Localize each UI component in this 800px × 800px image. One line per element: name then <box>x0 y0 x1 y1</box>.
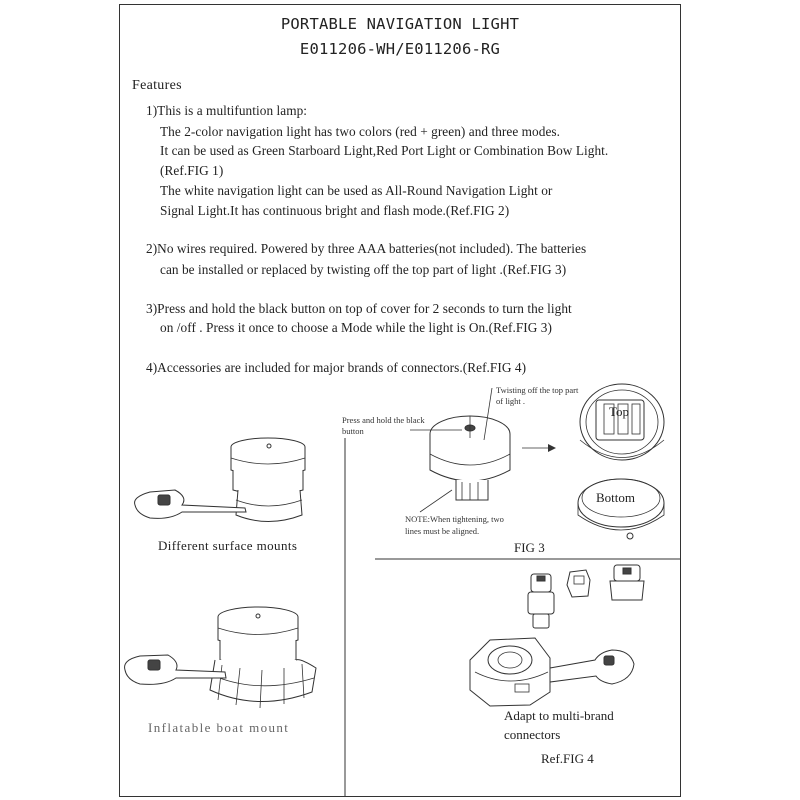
fig3-twist-annotation-2: of light . <box>496 396 526 406</box>
fig4-base-drawing <box>470 638 634 706</box>
fig3-press-annotation-2: button <box>342 426 364 436</box>
feature-2-line-2: can be installed or replaced by twisting off the top part of light .(Ref.FIG 3) <box>160 262 567 277</box>
document-title: PORTABLE NAVIGATION LIGHT <box>280 15 520 33</box>
fig4-ref-caption: Ref.FIG 4 <box>541 751 594 766</box>
fig4-adapter-long <box>528 574 554 628</box>
feature-4-line-1: 4)Accessories are included for major brands of connectors.(Ref.FIG 4) <box>146 360 527 375</box>
fig4-adapter-short <box>610 565 644 600</box>
feature-1-line-3: It can be used as Green Starboard Light,Red Port Light or Combination Bow Light. <box>160 143 609 158</box>
fig3-caption: FIG 3 <box>514 540 545 555</box>
surface-mount-caption: Different surface mounts <box>158 538 298 553</box>
feature-2-line-1: 2)No wires required. Powered by three AAA batteries(not included). The batteries <box>146 241 587 256</box>
feature-1-line-1: 1)This is a multifuntion lamp: <box>146 103 308 118</box>
fig4-adapter-medium <box>567 570 590 597</box>
feature-1-line-4: (Ref.FIG 1) <box>160 163 224 178</box>
boat-mount-caption: Inflatable boat mount <box>148 720 290 735</box>
fig3-arrow <box>522 444 556 452</box>
fig3-twist-annotation-1: Twisting off the top part <box>496 385 579 395</box>
feature-1-line-6: Signal Light.It has continuous bright and flash mode.(Ref.FIG 2) <box>160 203 510 218</box>
fig3-light-drawing <box>410 388 510 512</box>
features-heading: Features <box>132 78 182 93</box>
surface-mount-light-drawing <box>135 438 305 522</box>
fig4-caption-line-1: Adapt to multi-brand <box>504 708 614 723</box>
feature-1-line-5: The white navigation light can be used as All-Round Navigation Light or <box>160 183 553 198</box>
fig3-press-annotation-1: Press and hold the black <box>342 415 425 425</box>
boat-mount-light-drawing <box>125 607 316 708</box>
feature-3-line-2: on /off . Press it once to choose a Mode while the light is On.(Ref.FIG 3) <box>160 320 552 335</box>
feature-3-line-1: 3)Press and hold the black button on top of cover for 2 seconds to turn the light <box>146 301 572 316</box>
fig3-bottom-ring-drawing <box>578 479 664 539</box>
fig3-label-bottom: Bottom <box>596 490 636 505</box>
fig4-caption-line-2: connectors <box>504 727 561 742</box>
feature-1-line-2: The 2-color navigation light has two colors (red + green) and three modes. <box>160 124 561 139</box>
fig3-top-part-drawing <box>580 384 664 460</box>
model-number: E011206-WH/E011206-RG <box>299 40 501 58</box>
fig3-label-top: Top <box>609 404 630 419</box>
fig3-note-1: NOTE:When tightening, two <box>405 514 504 524</box>
fig3-note-2: lines must be aligned. <box>405 526 480 536</box>
